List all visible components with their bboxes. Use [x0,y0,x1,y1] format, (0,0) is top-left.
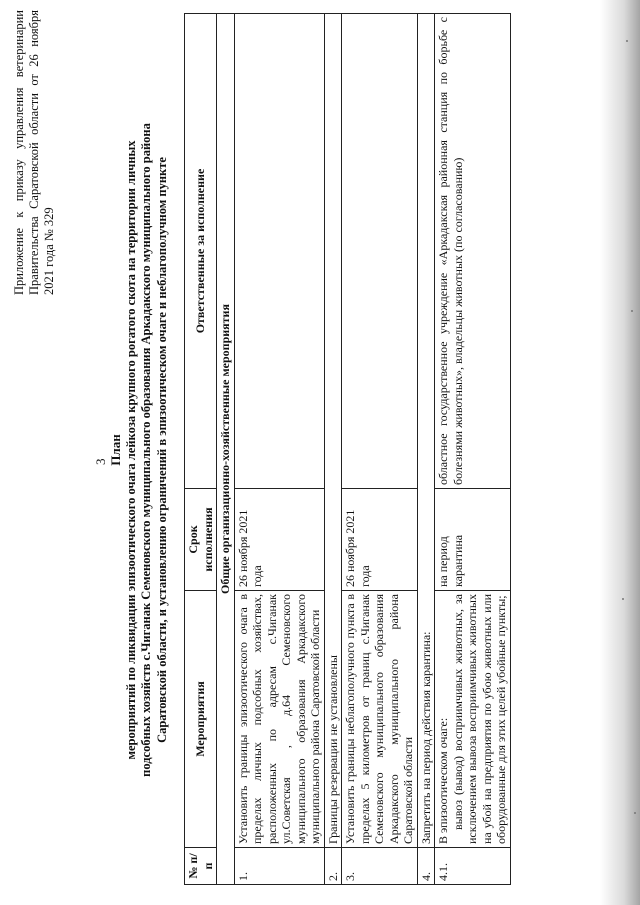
table-row [342,14,418,885]
table-row [417,14,435,885]
table-row [324,14,342,885]
row-responsible [234,14,324,489]
row-number: 4.1. [435,848,511,885]
row-term: на период карантина [435,489,511,591]
table-header-row [185,14,217,885]
table-row [435,14,511,885]
plan-subtitle-line-2: подсобных хозяйств с.Чиганак Семеновского муниципального образования Аркадакского муниципального района [139,123,153,777]
section-title: Общие организационно-хозяйственные мероприятия [217,14,235,885]
plan-table [184,13,511,885]
header-actions: Мероприятия [185,591,217,848]
row-number: 4. [417,848,435,885]
row-action: Границы резервации не установлены [324,14,342,848]
page-number: 3 [93,458,108,465]
row-action-heading: В эпизоотическом очаге: [436,717,450,844]
plan-subtitle-line-3: Саратовской области, и установлению ограничений в эпизоотическом очаге и неблагополучном пункте [154,157,169,743]
row-responsible: областное государственное учреждение «Аркадакская районная станция по борьбе с болезнями животных», владельцы животных (по согласованию) [435,14,511,489]
plan-title: План [108,434,123,466]
header-number: № п/п [185,848,217,885]
row-action: Запретить на период действия карантина: [417,14,435,848]
table-row [234,14,324,885]
row-number: 2. [324,848,342,885]
row-number: 3. [342,848,418,885]
row-action: Установить границы эпизоотического очага в пределах личных подсобных хозяйствах, расположенных по адресам с.Чиганак ул.Советская , д.64 Семеновского муниципального образования Аркадакского муниципального района Саратовской области [234,591,324,848]
row-term: 26 ноября 2021 года [342,489,418,591]
row-term: 26 ноября 2021 года [234,489,324,591]
plan-subtitle-line-1: мероприятий по ликвидации эпизоотического очага лейкоза крупного рогатого скота на территории личных [123,140,138,760]
row-action-detail: вывоз (вывод) восприимчивых животных, за исключением вывоза восприимчивых животных на убой на предприятия по убою животных или оборудованные для этих целей убойные пункты; [450,594,508,844]
row-number: 1. [234,848,324,885]
header-term: Срок исполнения [185,489,217,591]
row-action: Установить границы неблагополучного пункта в пределах 5 километров от границ с.Чиганак Семеновского муниципального образования Аркадакского муниципального района Саратовской области [342,591,418,848]
section-row [217,14,235,885]
row-responsible [342,14,418,489]
row-action [435,591,511,848]
plan-heading [108,15,170,885]
appendix-note: Приложение к приказу управления ветеринарии Правительства Саратовской области от 26 ноября 2021 года № 329 [12,10,56,295]
header-responsible: Ответственные за исполнение [185,14,217,489]
